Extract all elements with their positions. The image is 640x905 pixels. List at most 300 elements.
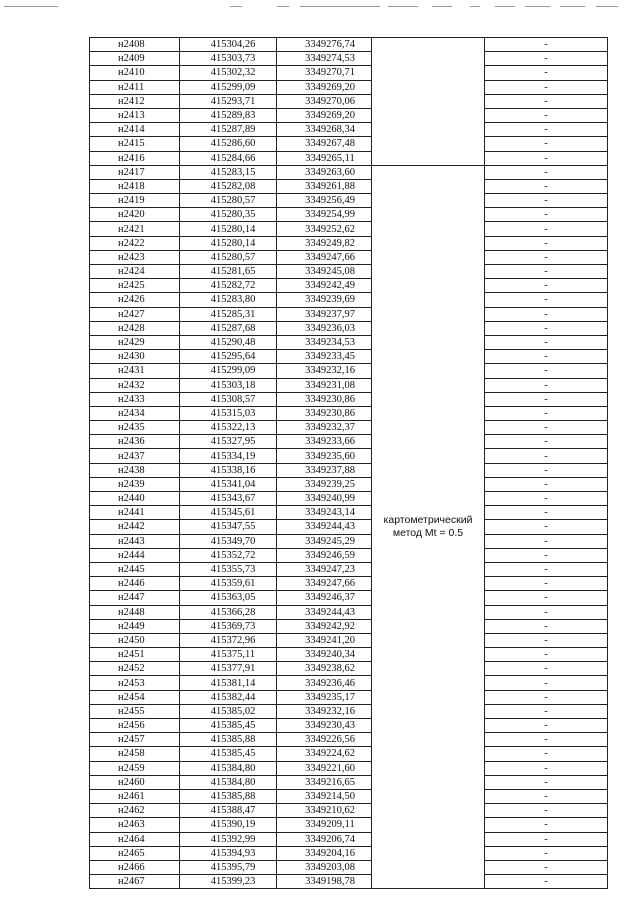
point-name-cell: н2460 (90, 775, 180, 789)
table-row (90, 66, 608, 80)
y-coordinate-cell: 3349242,92 (277, 619, 372, 633)
point-name-cell: н2417 (90, 165, 180, 179)
table-row (90, 463, 608, 477)
x-coordinate-cell: 415293,71 (180, 94, 277, 108)
accuracy-cell: - (485, 406, 608, 420)
y-coordinate-cell: 3349269,20 (277, 108, 372, 122)
y-coordinate-cell: 3349236,46 (277, 676, 372, 690)
accuracy-cell: - (485, 662, 608, 676)
accuracy-cell: - (485, 151, 608, 165)
x-coordinate-cell: 415287,68 (180, 321, 277, 335)
x-coordinate-cell: 415327,95 (180, 435, 277, 449)
point-name-cell: н2447 (90, 591, 180, 605)
y-coordinate-cell: 3349236,03 (277, 321, 372, 335)
x-coordinate-cell: 415355,73 (180, 562, 277, 576)
accuracy-cell: - (485, 704, 608, 718)
scan-header-residue (0, 6, 640, 12)
y-coordinate-cell: 3349232,16 (277, 364, 372, 378)
point-name-cell: н2444 (90, 548, 180, 562)
table-row (90, 690, 608, 704)
point-name-cell: н2425 (90, 279, 180, 293)
x-coordinate-cell: 415290,48 (180, 335, 277, 349)
accuracy-cell: - (485, 577, 608, 591)
y-coordinate-cell: 3349252,62 (277, 222, 372, 236)
table-row (90, 832, 608, 846)
x-coordinate-cell: 415285,31 (180, 307, 277, 321)
x-coordinate-cell: 415315,03 (180, 406, 277, 420)
x-coordinate-cell: 415280,35 (180, 208, 277, 222)
table-row (90, 633, 608, 647)
y-coordinate-cell: 3349221,60 (277, 761, 372, 775)
x-coordinate-cell: 415381,14 (180, 676, 277, 690)
x-coordinate-cell: 415280,14 (180, 236, 277, 250)
point-name-cell: н2452 (90, 662, 180, 676)
table-row (90, 875, 608, 889)
point-name-cell: н2439 (90, 477, 180, 491)
x-coordinate-cell: 415304,26 (180, 38, 277, 52)
point-name-cell: н2456 (90, 719, 180, 733)
point-name-cell: н2446 (90, 577, 180, 591)
y-coordinate-cell: 3349247,66 (277, 577, 372, 591)
y-coordinate-cell: 3349204,16 (277, 846, 372, 860)
table-row (90, 52, 608, 66)
y-coordinate-cell: 3349241,20 (277, 633, 372, 647)
x-coordinate-cell: 415334,19 (180, 449, 277, 463)
x-coordinate-cell: 415343,67 (180, 492, 277, 506)
y-coordinate-cell: 3349245,08 (277, 265, 372, 279)
accuracy-cell: - (485, 477, 608, 491)
table-row (90, 719, 608, 733)
point-name-cell: н2450 (90, 633, 180, 647)
x-coordinate-cell: 415395,79 (180, 860, 277, 874)
y-coordinate-cell: 3349210,62 (277, 804, 372, 818)
point-name-cell: н2436 (90, 435, 180, 449)
x-coordinate-cell: 415347,55 (180, 520, 277, 534)
x-coordinate-cell: 415385,45 (180, 747, 277, 761)
accuracy-cell: - (485, 761, 608, 775)
x-coordinate-cell: 415280,57 (180, 194, 277, 208)
table-row (90, 350, 608, 364)
point-name-cell: н2419 (90, 194, 180, 208)
point-name-cell: н2455 (90, 704, 180, 718)
x-coordinate-cell: 415282,08 (180, 179, 277, 193)
point-name-cell: н2466 (90, 860, 180, 874)
y-coordinate-cell: 3349231,08 (277, 378, 372, 392)
x-coordinate-cell: 415322,13 (180, 421, 277, 435)
y-coordinate-cell: 3349237,88 (277, 463, 372, 477)
x-coordinate-cell: 415388,47 (180, 804, 277, 818)
x-coordinate-cell: 415390,19 (180, 818, 277, 832)
point-name-cell: н2412 (90, 94, 180, 108)
accuracy-cell: - (485, 378, 608, 392)
x-coordinate-cell: 415372,96 (180, 633, 277, 647)
y-coordinate-cell: 3349274,53 (277, 52, 372, 66)
accuracy-cell: - (485, 520, 608, 534)
table-row (90, 250, 608, 264)
table-row (90, 236, 608, 250)
accuracy-cell: - (485, 633, 608, 647)
y-coordinate-cell: 3349243,14 (277, 506, 372, 520)
x-coordinate-cell: 415341,04 (180, 477, 277, 491)
point-name-cell: н2467 (90, 875, 180, 889)
x-coordinate-cell: 415303,18 (180, 378, 277, 392)
y-coordinate-cell: 3349244,43 (277, 520, 372, 534)
table-row (90, 775, 608, 789)
accuracy-cell: - (485, 179, 608, 193)
table-row (90, 449, 608, 463)
accuracy-cell: - (485, 846, 608, 860)
y-coordinate-cell: 3349240,34 (277, 648, 372, 662)
table-row (90, 321, 608, 335)
table-row (90, 789, 608, 803)
y-coordinate-cell: 3349268,34 (277, 123, 372, 137)
table-row (90, 335, 608, 349)
table-row (90, 591, 608, 605)
point-name-cell: н2421 (90, 222, 180, 236)
x-coordinate-cell: 415377,91 (180, 662, 277, 676)
point-name-cell: н2409 (90, 52, 180, 66)
point-name-cell: н2430 (90, 350, 180, 364)
x-coordinate-cell: 415399,23 (180, 875, 277, 889)
accuracy-cell: - (485, 250, 608, 264)
y-coordinate-cell: 3349256,49 (277, 194, 372, 208)
y-coordinate-cell: 3349209,11 (277, 818, 372, 832)
point-name-cell: н2414 (90, 123, 180, 137)
table-row (90, 619, 608, 633)
accuracy-cell: - (485, 335, 608, 349)
table-row (90, 222, 608, 236)
point-name-cell: н2432 (90, 378, 180, 392)
table-row (90, 520, 608, 534)
x-coordinate-cell: 415366,28 (180, 605, 277, 619)
accuracy-cell: - (485, 392, 608, 406)
y-coordinate-cell: 3349226,56 (277, 733, 372, 747)
x-coordinate-cell: 415359,61 (180, 577, 277, 591)
table-row (90, 108, 608, 122)
table-row (90, 605, 608, 619)
point-name-cell: н2416 (90, 151, 180, 165)
point-name-cell: н2438 (90, 463, 180, 477)
accuracy-cell: - (485, 733, 608, 747)
point-name-cell: н2464 (90, 832, 180, 846)
x-coordinate-cell: 415280,57 (180, 250, 277, 264)
y-coordinate-cell: 3349233,45 (277, 350, 372, 364)
point-name-cell: н2413 (90, 108, 180, 122)
table-row (90, 94, 608, 108)
x-coordinate-cell: 415302,32 (180, 66, 277, 80)
x-coordinate-cell: 415394,93 (180, 846, 277, 860)
accuracy-cell: - (485, 463, 608, 477)
y-coordinate-cell: 3349240,99 (277, 492, 372, 506)
accuracy-cell: - (485, 38, 608, 52)
method-accuracy: метод Mt = 0.5 (392, 526, 464, 539)
point-name-cell: н2442 (90, 520, 180, 534)
y-coordinate-cell: 3349270,06 (277, 94, 372, 108)
accuracy-cell: - (485, 265, 608, 279)
point-name-cell: н2462 (90, 804, 180, 818)
x-coordinate-cell: 415352,72 (180, 548, 277, 562)
accuracy-cell: - (485, 194, 608, 208)
x-coordinate-cell: 415286,60 (180, 137, 277, 151)
point-name-cell: н2433 (90, 392, 180, 406)
accuracy-cell: - (485, 719, 608, 733)
table-row (90, 761, 608, 775)
x-coordinate-cell: 415289,83 (180, 108, 277, 122)
accuracy-cell: - (485, 562, 608, 576)
accuracy-cell: - (485, 492, 608, 506)
y-coordinate-cell: 3349233,66 (277, 435, 372, 449)
point-name-cell: н2408 (90, 38, 180, 52)
y-coordinate-cell: 3349224,62 (277, 747, 372, 761)
accuracy-cell: - (485, 676, 608, 690)
y-coordinate-cell: 3349237,97 (277, 307, 372, 321)
coordinates-table-body (90, 38, 608, 889)
table-row (90, 534, 608, 548)
y-coordinate-cell: 3349254,99 (277, 208, 372, 222)
y-coordinate-cell: 3349263,60 (277, 165, 372, 179)
point-name-cell: н2434 (90, 406, 180, 420)
x-coordinate-cell: 415384,80 (180, 775, 277, 789)
y-coordinate-cell: 3349232,16 (277, 704, 372, 718)
coordinates-table (89, 37, 608, 889)
accuracy-cell: - (485, 591, 608, 605)
table-row (90, 279, 608, 293)
method-name: картометрический (383, 513, 473, 526)
point-name-cell: н2459 (90, 761, 180, 775)
table-row (90, 406, 608, 420)
method-cell-empty (372, 38, 485, 166)
accuracy-cell: - (485, 80, 608, 94)
point-name-cell: н2420 (90, 208, 180, 222)
y-coordinate-cell: 3349247,23 (277, 562, 372, 576)
table-row (90, 392, 608, 406)
table-row (90, 38, 608, 52)
point-name-cell: н2437 (90, 449, 180, 463)
y-coordinate-cell: 3349206,74 (277, 832, 372, 846)
x-coordinate-cell: 415283,80 (180, 293, 277, 307)
accuracy-cell: - (485, 832, 608, 846)
y-coordinate-cell: 3349230,86 (277, 392, 372, 406)
x-coordinate-cell: 415299,09 (180, 364, 277, 378)
table-row (90, 704, 608, 718)
table-row (90, 421, 608, 435)
table-row (90, 307, 608, 321)
accuracy-cell: - (485, 364, 608, 378)
table-row (90, 676, 608, 690)
point-name-cell: н2440 (90, 492, 180, 506)
accuracy-cell: - (485, 775, 608, 789)
accuracy-cell: - (485, 605, 608, 619)
table-row (90, 747, 608, 761)
y-coordinate-cell: 3349239,69 (277, 293, 372, 307)
x-coordinate-cell: 415282,72 (180, 279, 277, 293)
point-name-cell: н2431 (90, 364, 180, 378)
point-name-cell: н2453 (90, 676, 180, 690)
accuracy-cell: - (485, 321, 608, 335)
accuracy-cell: - (485, 875, 608, 889)
point-name-cell: н2415 (90, 137, 180, 151)
table-row (90, 662, 608, 676)
y-coordinate-cell: 3349234,53 (277, 335, 372, 349)
point-name-cell: н2443 (90, 534, 180, 548)
accuracy-cell: - (485, 818, 608, 832)
point-name-cell: н2445 (90, 562, 180, 576)
table-row (90, 435, 608, 449)
accuracy-cell: - (485, 804, 608, 818)
table-row (90, 364, 608, 378)
point-name-cell: н2463 (90, 818, 180, 832)
method-cell (372, 165, 485, 889)
y-coordinate-cell: 3349244,43 (277, 605, 372, 619)
point-name-cell: н2451 (90, 648, 180, 662)
point-name-cell: н2458 (90, 747, 180, 761)
y-coordinate-cell: 3349261,88 (277, 179, 372, 193)
accuracy-cell: - (485, 52, 608, 66)
accuracy-cell: - (485, 860, 608, 874)
y-coordinate-cell: 3349269,20 (277, 80, 372, 94)
y-coordinate-cell: 3349232,37 (277, 421, 372, 435)
y-coordinate-cell: 3349235,60 (277, 449, 372, 463)
y-coordinate-cell: 3349265,11 (277, 151, 372, 165)
table-row (90, 733, 608, 747)
y-coordinate-cell: 3349230,43 (277, 719, 372, 733)
accuracy-cell: - (485, 137, 608, 151)
accuracy-cell: - (485, 619, 608, 633)
point-name-cell: н2424 (90, 265, 180, 279)
accuracy-cell: - (485, 789, 608, 803)
x-coordinate-cell: 415375,11 (180, 648, 277, 662)
table-row (90, 548, 608, 562)
x-coordinate-cell: 415303,73 (180, 52, 277, 66)
table-row (90, 293, 608, 307)
accuracy-cell: - (485, 307, 608, 321)
table-row (90, 137, 608, 151)
accuracy-cell: - (485, 236, 608, 250)
x-coordinate-cell: 415281,65 (180, 265, 277, 279)
accuracy-cell: - (485, 66, 608, 80)
table-row (90, 179, 608, 193)
y-coordinate-cell: 3349246,59 (277, 548, 372, 562)
y-coordinate-cell: 3349239,25 (277, 477, 372, 491)
table-row (90, 860, 608, 874)
point-name-cell: н2457 (90, 733, 180, 747)
x-coordinate-cell: 415287,89 (180, 123, 277, 137)
y-coordinate-cell: 3349267,48 (277, 137, 372, 151)
table-row (90, 151, 608, 165)
y-coordinate-cell: 3349214,50 (277, 789, 372, 803)
x-coordinate-cell: 415280,14 (180, 222, 277, 236)
accuracy-cell: - (485, 165, 608, 179)
y-coordinate-cell: 3349198,78 (277, 875, 372, 889)
accuracy-cell: - (485, 350, 608, 364)
accuracy-cell: - (485, 208, 608, 222)
x-coordinate-cell: 415299,09 (180, 80, 277, 94)
table-row (90, 265, 608, 279)
point-name-cell: н2422 (90, 236, 180, 250)
accuracy-cell: - (485, 548, 608, 562)
accuracy-cell: - (485, 690, 608, 704)
x-coordinate-cell: 415363,05 (180, 591, 277, 605)
point-name-cell: н2426 (90, 293, 180, 307)
accuracy-cell: - (485, 648, 608, 662)
point-name-cell: н2449 (90, 619, 180, 633)
point-name-cell: н2454 (90, 690, 180, 704)
accuracy-cell: - (485, 506, 608, 520)
x-coordinate-cell: 415369,73 (180, 619, 277, 633)
x-coordinate-cell: 415349,70 (180, 534, 277, 548)
y-coordinate-cell: 3349247,66 (277, 250, 372, 264)
x-coordinate-cell: 415385,88 (180, 789, 277, 803)
table-row (90, 123, 608, 137)
point-name-cell: н2418 (90, 179, 180, 193)
x-coordinate-cell: 415283,15 (180, 165, 277, 179)
y-coordinate-cell: 3349235,17 (277, 690, 372, 704)
table-row (90, 80, 608, 94)
point-name-cell: н2461 (90, 789, 180, 803)
accuracy-cell: - (485, 449, 608, 463)
y-coordinate-cell: 3349242,49 (277, 279, 372, 293)
point-name-cell: н2429 (90, 335, 180, 349)
y-coordinate-cell: 3349216,65 (277, 775, 372, 789)
accuracy-cell: - (485, 123, 608, 137)
accuracy-cell: - (485, 293, 608, 307)
point-name-cell: н2427 (90, 307, 180, 321)
point-name-cell: н2428 (90, 321, 180, 335)
accuracy-cell: - (485, 747, 608, 761)
y-coordinate-cell: 3349245,29 (277, 534, 372, 548)
accuracy-cell: - (485, 279, 608, 293)
x-coordinate-cell: 415295,64 (180, 350, 277, 364)
point-name-cell: н2448 (90, 605, 180, 619)
point-name-cell: н2410 (90, 66, 180, 80)
x-coordinate-cell: 415284,66 (180, 151, 277, 165)
accuracy-cell: - (485, 108, 608, 122)
accuracy-cell: - (485, 222, 608, 236)
y-coordinate-cell: 3349270,71 (277, 66, 372, 80)
table-row (90, 165, 608, 179)
table-row (90, 378, 608, 392)
x-coordinate-cell: 415345,61 (180, 506, 277, 520)
accuracy-cell: - (485, 421, 608, 435)
y-coordinate-cell: 3349249,82 (277, 236, 372, 250)
accuracy-cell: - (485, 534, 608, 548)
x-coordinate-cell: 415385,02 (180, 704, 277, 718)
table-row (90, 477, 608, 491)
y-coordinate-cell: 3349276,74 (277, 38, 372, 52)
x-coordinate-cell: 415308,57 (180, 392, 277, 406)
table-row (90, 577, 608, 591)
x-coordinate-cell: 415384,80 (180, 761, 277, 775)
table-row (90, 506, 608, 520)
x-coordinate-cell: 415385,45 (180, 719, 277, 733)
accuracy-cell: - (485, 435, 608, 449)
x-coordinate-cell: 415385,88 (180, 733, 277, 747)
table-row (90, 562, 608, 576)
table-row (90, 648, 608, 662)
y-coordinate-cell: 3349203,08 (277, 860, 372, 874)
y-coordinate-cell: 3349230,86 (277, 406, 372, 420)
table-row (90, 492, 608, 506)
table-row (90, 208, 608, 222)
table-row (90, 818, 608, 832)
x-coordinate-cell: 415382,44 (180, 690, 277, 704)
table-row (90, 804, 608, 818)
x-coordinate-cell: 415338,16 (180, 463, 277, 477)
point-name-cell: н2423 (90, 250, 180, 264)
point-name-cell: н2435 (90, 421, 180, 435)
point-name-cell: н2465 (90, 846, 180, 860)
point-name-cell: н2441 (90, 506, 180, 520)
